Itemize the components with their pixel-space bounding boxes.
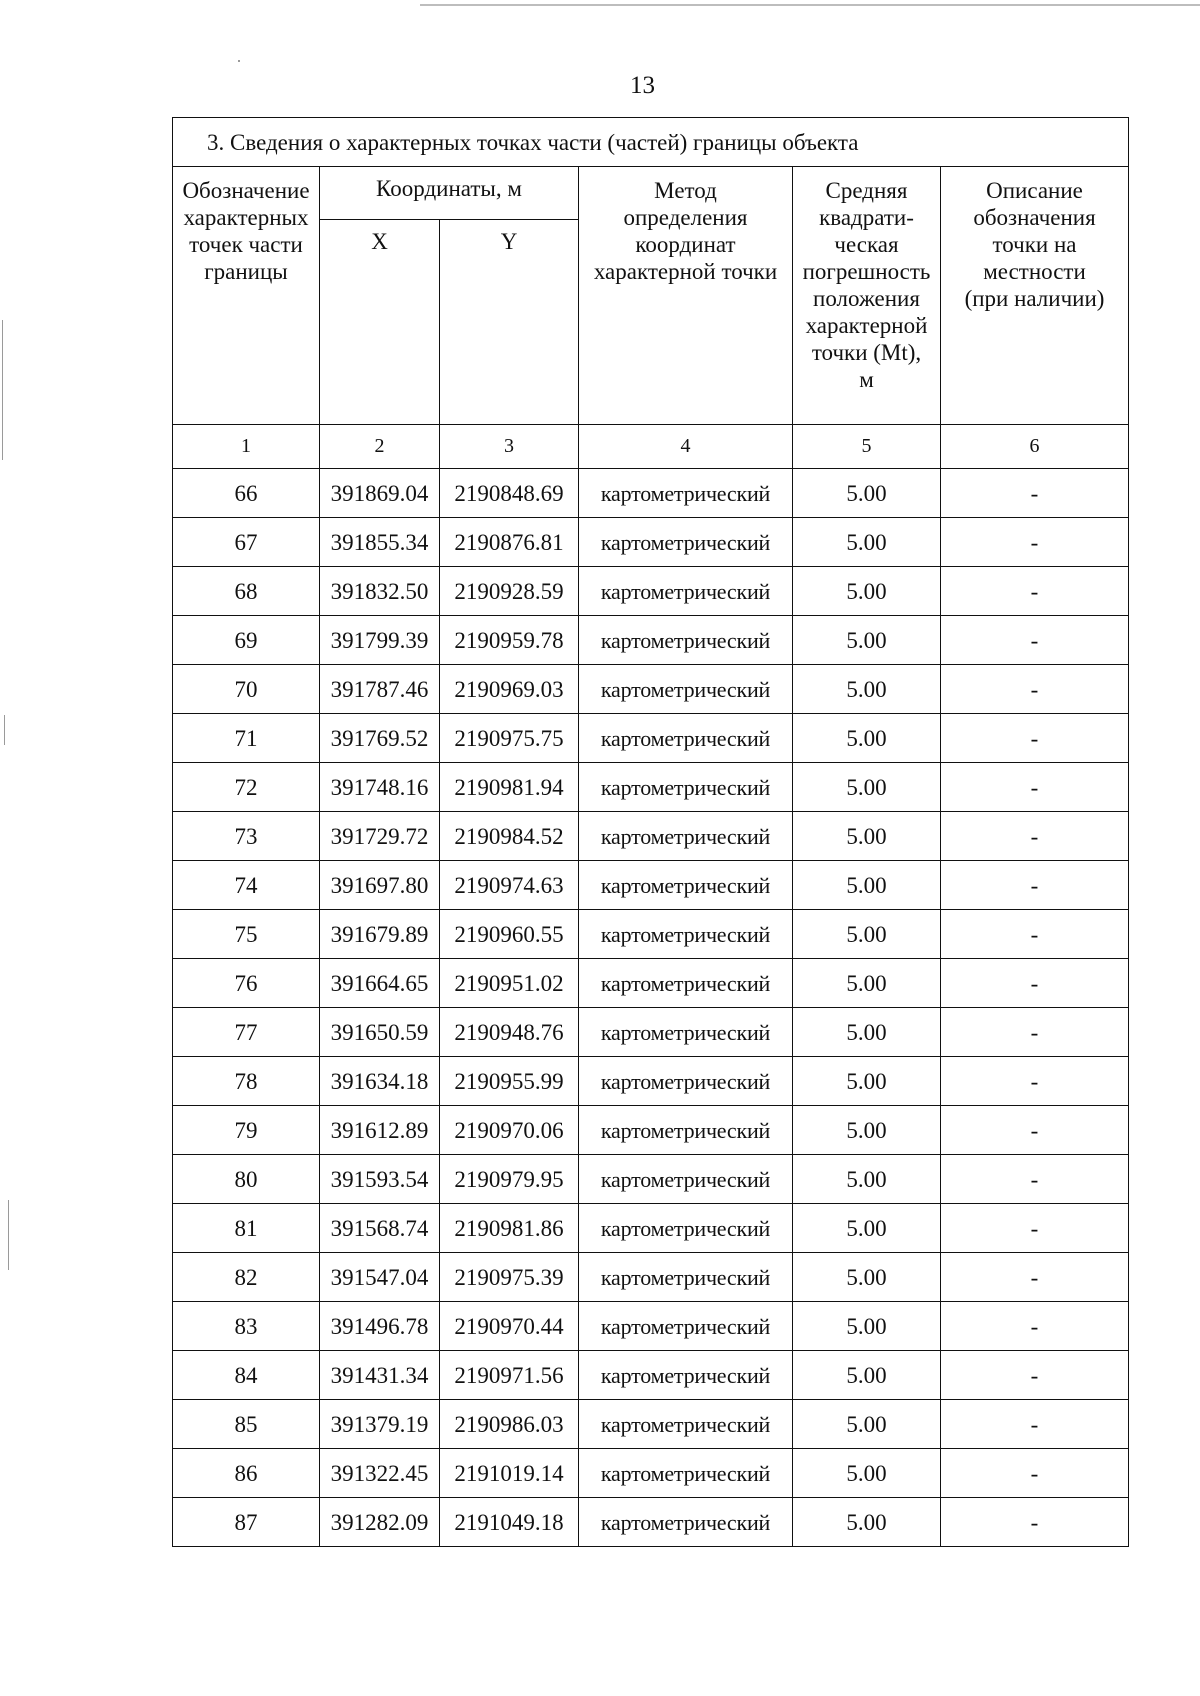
- point-cell: 67: [173, 518, 320, 567]
- description-cell: -: [941, 1302, 1129, 1351]
- table-row: [173, 1400, 1129, 1449]
- method-cell: картометрический: [579, 714, 793, 763]
- y-coordinate-cell: 2190986.03: [440, 1400, 579, 1449]
- header-line: квадрати-: [819, 205, 914, 230]
- scan-edge-line: [420, 4, 1200, 6]
- method-cell: картометрический: [579, 1302, 793, 1351]
- y-coordinate-cell: 2190981.94: [440, 763, 579, 812]
- page-number: 13: [630, 72, 655, 99]
- header-line: положения: [813, 286, 920, 311]
- error-cell: 5.00: [793, 763, 941, 812]
- y-coordinate-cell: 2190848.69: [440, 469, 579, 518]
- point-cell: 79: [173, 1106, 320, 1155]
- table-row: [173, 1302, 1129, 1351]
- header-line: обозначения: [973, 205, 1096, 230]
- x-coordinate-cell: 391431.34: [320, 1351, 440, 1400]
- description-cell: -: [941, 1498, 1129, 1547]
- header-line: границы: [204, 259, 288, 284]
- x-coordinate-cell: 391697.80: [320, 861, 440, 910]
- description-cell: -: [941, 1400, 1129, 1449]
- table-row: [173, 1204, 1129, 1253]
- description-cell: -: [941, 1351, 1129, 1400]
- header-line: точек части: [189, 232, 303, 257]
- error-cell: 5.00: [793, 1008, 941, 1057]
- x-coordinate-cell: 391787.46: [320, 665, 440, 714]
- x-coordinate-cell: 391855.34: [320, 518, 440, 567]
- x-coordinate-cell: 391650.59: [320, 1008, 440, 1057]
- header-line: характерных: [183, 205, 309, 230]
- table-row: [173, 959, 1129, 1008]
- table-row: [173, 910, 1129, 959]
- error-cell: 5.00: [793, 567, 941, 616]
- y-coordinate-cell: 2190970.06: [440, 1106, 579, 1155]
- header-description: [941, 167, 1129, 425]
- method-cell: картометрический: [579, 861, 793, 910]
- description-cell: -: [941, 1253, 1129, 1302]
- error-cell: 5.00: [793, 1449, 941, 1498]
- table-row: [173, 861, 1129, 910]
- y-coordinate-cell: 2190975.39: [440, 1253, 579, 1302]
- y-coordinate-cell: 2191049.18: [440, 1498, 579, 1547]
- point-cell: 69: [173, 616, 320, 665]
- x-coordinate-cell: 391729.72: [320, 812, 440, 861]
- description-cell: -: [941, 518, 1129, 567]
- table-row: [173, 469, 1129, 518]
- column-number: 3: [440, 425, 579, 469]
- header-point-designation: [173, 167, 320, 425]
- x-coordinate-cell: 391593.54: [320, 1155, 440, 1204]
- table-row: [173, 1498, 1129, 1547]
- y-coordinate-cell: 2190948.76: [440, 1008, 579, 1057]
- error-cell: 5.00: [793, 665, 941, 714]
- point-cell: 76: [173, 959, 320, 1008]
- point-cell: 86: [173, 1449, 320, 1498]
- table-row: [173, 665, 1129, 714]
- method-cell: картометрический: [579, 812, 793, 861]
- point-cell: 84: [173, 1351, 320, 1400]
- y-coordinate-cell: 2191019.14: [440, 1449, 579, 1498]
- y-coordinate-cell: 2190959.78: [440, 616, 579, 665]
- error-cell: 5.00: [793, 1302, 941, 1351]
- characteristic-points-table: [172, 117, 1129, 1547]
- x-coordinate-cell: 391664.65: [320, 959, 440, 1008]
- method-cell: картометрический: [579, 1155, 793, 1204]
- method-cell: картометрический: [579, 1498, 793, 1547]
- scan-edge-mark: [8, 1200, 9, 1270]
- x-coordinate-cell: 391679.89: [320, 910, 440, 959]
- error-cell: 5.00: [793, 1253, 941, 1302]
- header-error: [793, 167, 941, 425]
- point-cell: 83: [173, 1302, 320, 1351]
- x-coordinate-cell: 391547.04: [320, 1253, 440, 1302]
- description-cell: -: [941, 1057, 1129, 1106]
- error-cell: 5.00: [793, 861, 941, 910]
- x-coordinate-cell: 391799.39: [320, 616, 440, 665]
- column-number: 2: [320, 425, 440, 469]
- y-coordinate-cell: 2190960.55: [440, 910, 579, 959]
- description-cell: -: [941, 910, 1129, 959]
- y-coordinate-cell: 2190975.75: [440, 714, 579, 763]
- column-number: 1: [173, 425, 320, 469]
- x-coordinate-cell: 391869.04: [320, 469, 440, 518]
- table-row: [173, 1106, 1129, 1155]
- method-cell: картометрический: [579, 763, 793, 812]
- scan-edge-mark: [4, 715, 5, 745]
- error-cell: 5.00: [793, 959, 941, 1008]
- section-title: 3. Сведения о характерных точках части (частей) границы объекта: [173, 118, 1129, 167]
- point-cell: 71: [173, 714, 320, 763]
- description-cell: -: [941, 812, 1129, 861]
- y-coordinate-cell: 2190974.63: [440, 861, 579, 910]
- method-cell: картометрический: [579, 1204, 793, 1253]
- description-cell: -: [941, 665, 1129, 714]
- header-line: характерной: [805, 313, 928, 338]
- point-cell: 75: [173, 910, 320, 959]
- error-cell: 5.00: [793, 1155, 941, 1204]
- point-cell: 87: [173, 1498, 320, 1547]
- error-cell: 5.00: [793, 1106, 941, 1155]
- x-coordinate-cell: 391634.18: [320, 1057, 440, 1106]
- error-cell: 5.00: [793, 910, 941, 959]
- header-line: координат: [635, 232, 736, 257]
- error-cell: 5.00: [793, 1351, 941, 1400]
- description-cell: -: [941, 469, 1129, 518]
- error-cell: 5.00: [793, 714, 941, 763]
- point-cell: 72: [173, 763, 320, 812]
- point-cell: 77: [173, 1008, 320, 1057]
- header-line: характерной точки: [593, 259, 778, 284]
- header-line: местности: [983, 259, 1086, 284]
- x-coordinate-cell: 391282.09: [320, 1498, 440, 1547]
- point-cell: 82: [173, 1253, 320, 1302]
- header-line: погрешность: [802, 259, 931, 284]
- x-coordinate-cell: 391769.52: [320, 714, 440, 763]
- method-cell: картометрический: [579, 1106, 793, 1155]
- point-cell: 70: [173, 665, 320, 714]
- x-coordinate-cell: 391568.74: [320, 1204, 440, 1253]
- header-line: (при наличии): [964, 286, 1105, 311]
- description-cell: -: [941, 567, 1129, 616]
- method-cell: картометрический: [579, 665, 793, 714]
- header-x: X: [320, 220, 440, 425]
- method-cell: картометрический: [579, 469, 793, 518]
- table-row: [173, 714, 1129, 763]
- description-cell: -: [941, 1204, 1129, 1253]
- description-cell: -: [941, 959, 1129, 1008]
- point-cell: 68: [173, 567, 320, 616]
- point-cell: 66: [173, 469, 320, 518]
- error-cell: 5.00: [793, 1204, 941, 1253]
- description-cell: -: [941, 861, 1129, 910]
- header-y: Y: [440, 220, 579, 425]
- column-numbers-row: [173, 425, 1129, 469]
- table-row: [173, 1449, 1129, 1498]
- header-line: ческая: [834, 232, 899, 257]
- header-line: точки на: [992, 232, 1077, 257]
- error-cell: 5.00: [793, 1498, 941, 1547]
- point-cell: 80: [173, 1155, 320, 1204]
- header-line: Обозначение: [182, 178, 310, 203]
- scan-speck: [238, 60, 240, 62]
- table-row: [173, 1057, 1129, 1106]
- y-coordinate-cell: 2190971.56: [440, 1351, 579, 1400]
- description-cell: -: [941, 1008, 1129, 1057]
- error-cell: 5.00: [793, 1400, 941, 1449]
- y-coordinate-cell: 2190951.02: [440, 959, 579, 1008]
- error-cell: 5.00: [793, 518, 941, 567]
- x-coordinate-cell: 391832.50: [320, 567, 440, 616]
- x-coordinate-cell: 391748.16: [320, 763, 440, 812]
- description-cell: -: [941, 714, 1129, 763]
- table-row: [173, 812, 1129, 861]
- method-cell: картометрический: [579, 1449, 793, 1498]
- header-line: Описание: [986, 178, 1083, 203]
- method-cell: картометрический: [579, 1008, 793, 1057]
- header-coordinates: Координаты, м: [320, 167, 579, 220]
- description-cell: -: [941, 1155, 1129, 1204]
- point-cell: 78: [173, 1057, 320, 1106]
- description-cell: -: [941, 1106, 1129, 1155]
- column-number: 5: [793, 425, 941, 469]
- method-cell: картометрический: [579, 910, 793, 959]
- point-cell: 85: [173, 1400, 320, 1449]
- table-row: [173, 1155, 1129, 1204]
- table-row: [173, 616, 1129, 665]
- section-title-row: [173, 118, 1129, 167]
- method-cell: картометрический: [579, 616, 793, 665]
- method-cell: картометрический: [579, 959, 793, 1008]
- header-method: [579, 167, 793, 425]
- y-coordinate-cell: 2190984.52: [440, 812, 579, 861]
- error-cell: 5.00: [793, 469, 941, 518]
- y-coordinate-cell: 2190969.03: [440, 665, 579, 714]
- point-cell: 74: [173, 861, 320, 910]
- table-row: [173, 567, 1129, 616]
- description-cell: -: [941, 1449, 1129, 1498]
- method-cell: картометрический: [579, 1400, 793, 1449]
- error-cell: 5.00: [793, 1057, 941, 1106]
- x-coordinate-cell: 391612.89: [320, 1106, 440, 1155]
- column-number: 4: [579, 425, 793, 469]
- header-line: определения: [623, 205, 748, 230]
- header-line: м: [859, 367, 874, 392]
- table-row: [173, 1253, 1129, 1302]
- table-row: [173, 518, 1129, 567]
- x-coordinate-cell: 391496.78: [320, 1302, 440, 1351]
- header-line: Средняя: [825, 178, 908, 203]
- y-coordinate-cell: 2190979.95: [440, 1155, 579, 1204]
- table-row: [173, 763, 1129, 812]
- method-cell: картометрический: [579, 518, 793, 567]
- description-cell: -: [941, 763, 1129, 812]
- error-cell: 5.00: [793, 616, 941, 665]
- y-coordinate-cell: 2190970.44: [440, 1302, 579, 1351]
- table-row: [173, 1351, 1129, 1400]
- method-cell: картометрический: [579, 1057, 793, 1106]
- column-number: 6: [941, 425, 1129, 469]
- scan-edge-mark: [2, 320, 3, 460]
- x-coordinate-cell: 391322.45: [320, 1449, 440, 1498]
- method-cell: картометрический: [579, 1253, 793, 1302]
- header-row: [173, 167, 1129, 220]
- point-cell: 81: [173, 1204, 320, 1253]
- header-line: Метод: [654, 178, 717, 203]
- point-cell: 73: [173, 812, 320, 861]
- description-cell: -: [941, 616, 1129, 665]
- method-cell: картометрический: [579, 567, 793, 616]
- y-coordinate-cell: 2190928.59: [440, 567, 579, 616]
- y-coordinate-cell: 2190981.86: [440, 1204, 579, 1253]
- table-row: [173, 1008, 1129, 1057]
- y-coordinate-cell: 2190955.99: [440, 1057, 579, 1106]
- header-line: точки (Mt),: [811, 340, 922, 365]
- error-cell: 5.00: [793, 812, 941, 861]
- x-coordinate-cell: 391379.19: [320, 1400, 440, 1449]
- y-coordinate-cell: 2190876.81: [440, 518, 579, 567]
- method-cell: картометрический: [579, 1351, 793, 1400]
